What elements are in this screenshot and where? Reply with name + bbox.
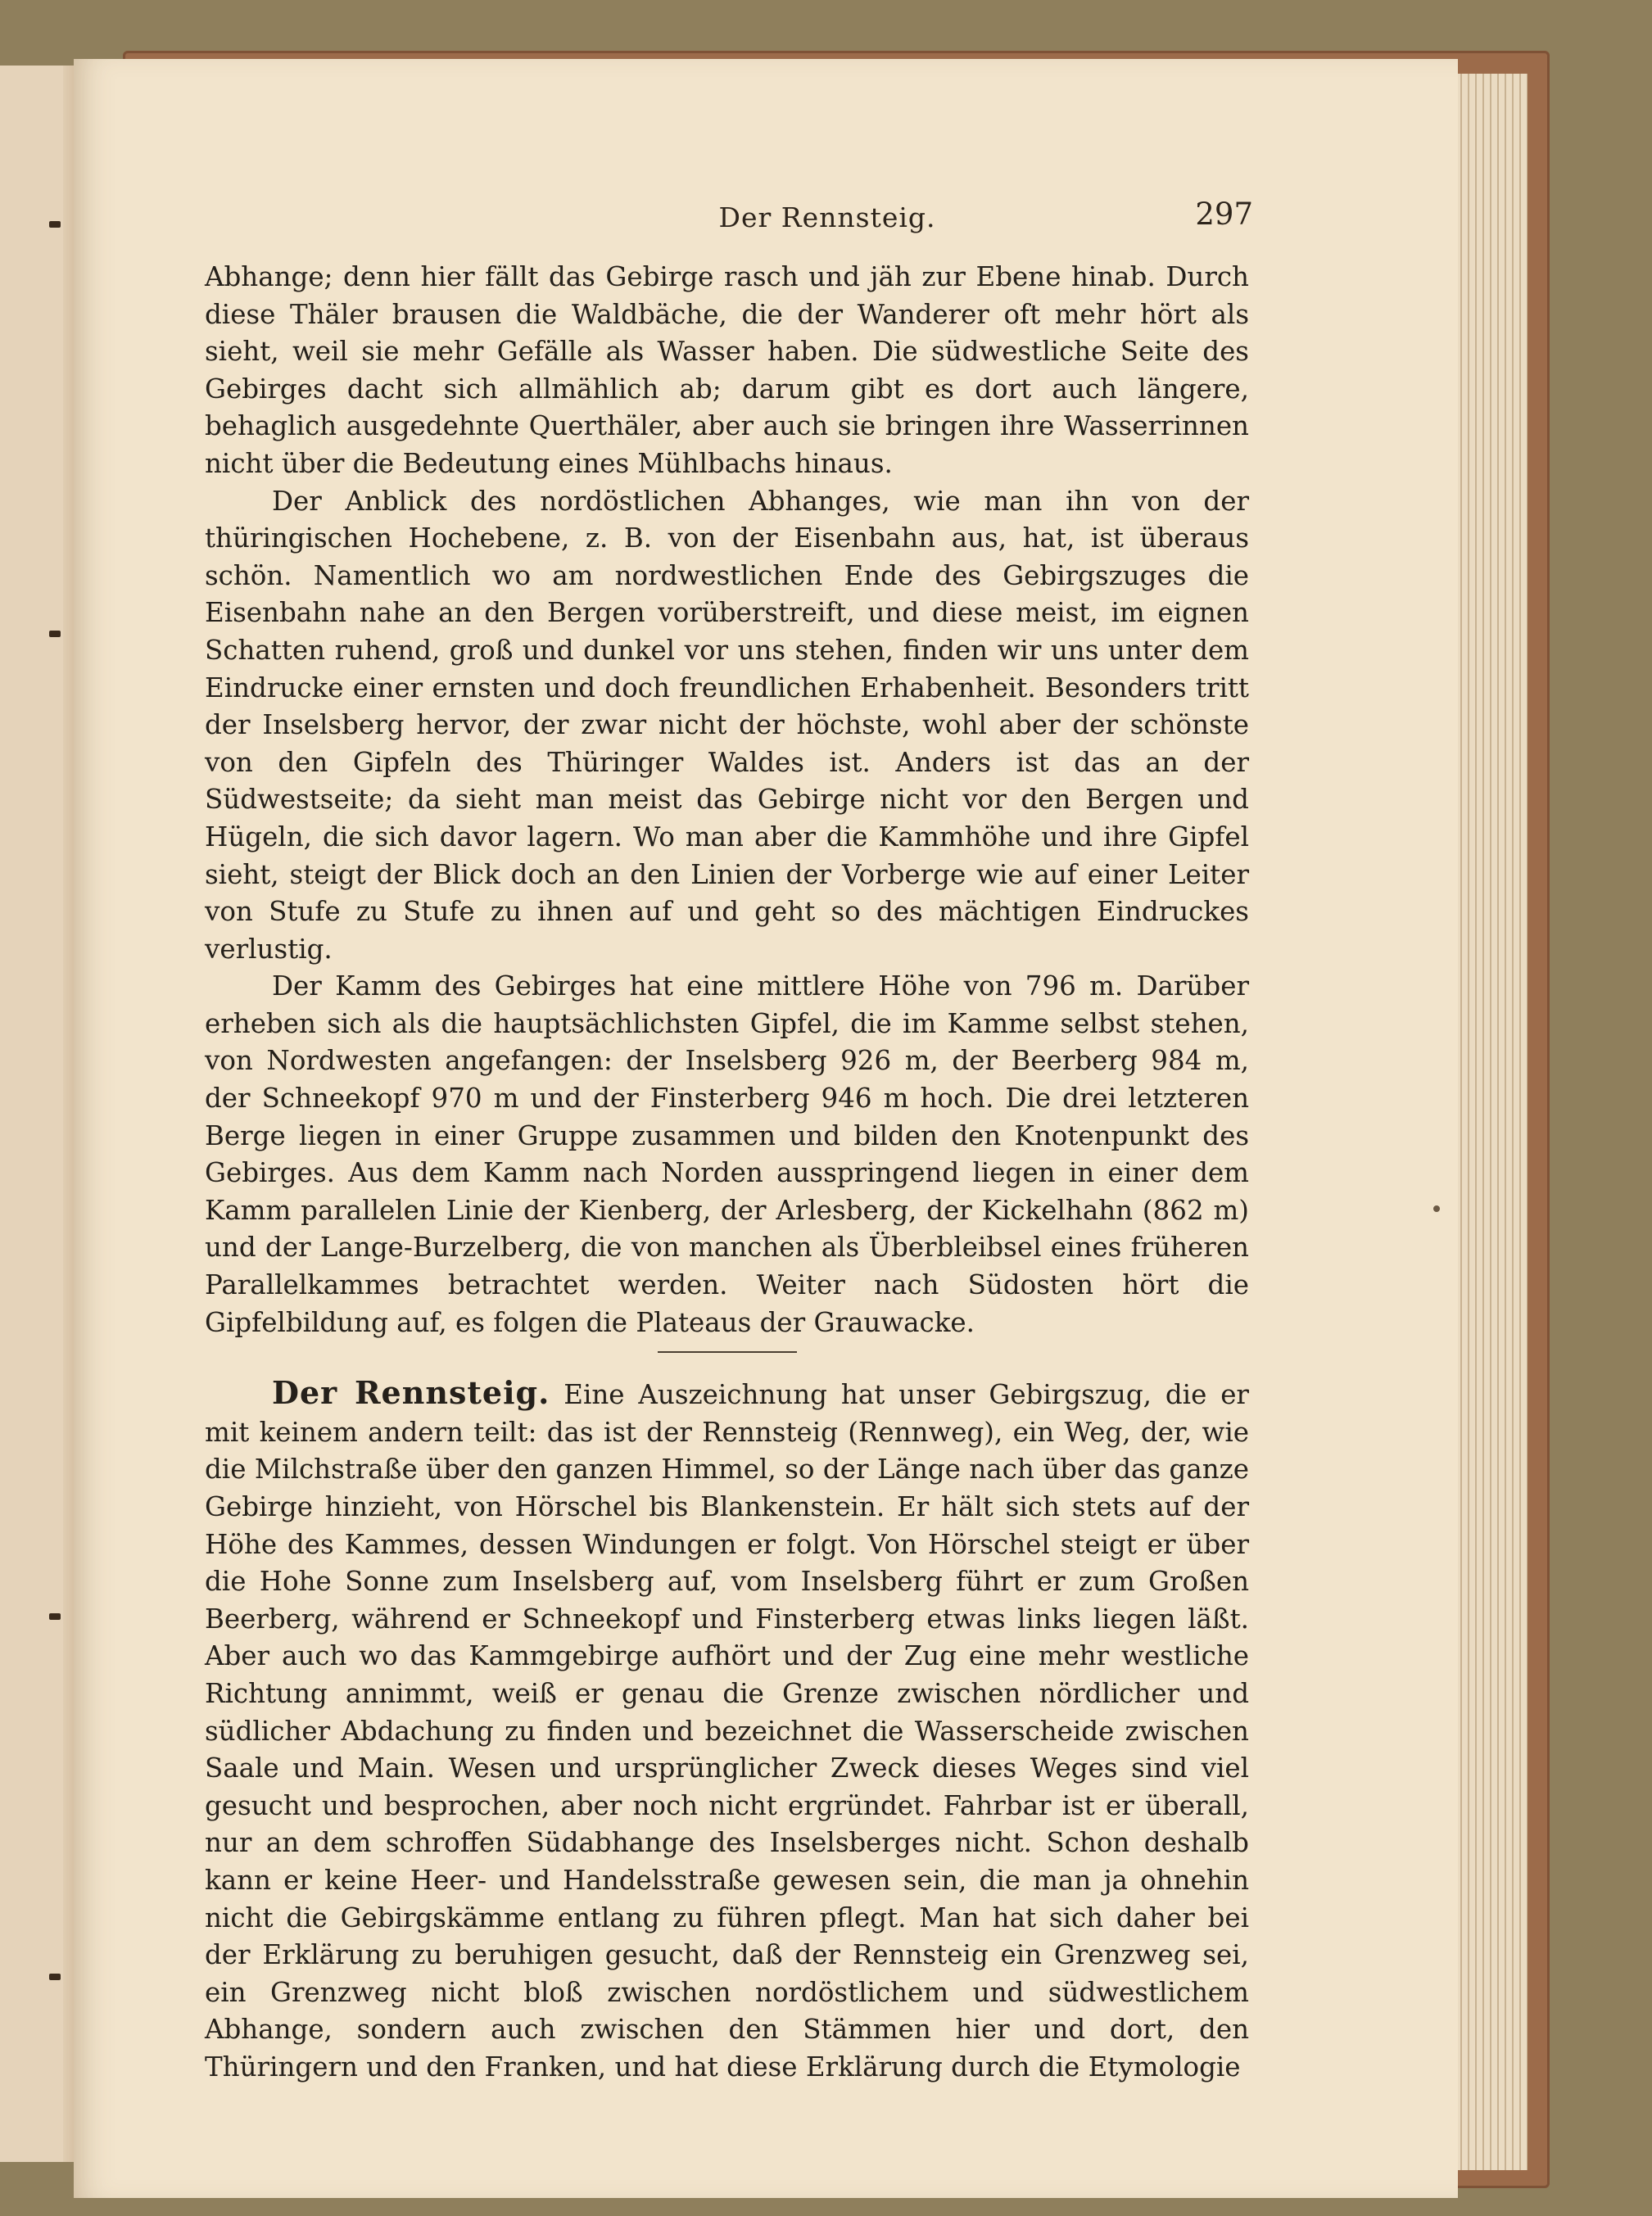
ink-spot <box>1433 1205 1440 1212</box>
paragraph: Der Kamm des Gebirges hat eine mittlere Höhe von 796 m. Darüber erheben sich als die hauptsächlichsten Gipfel, die im Kamme selbst stehen, von Nordwesten angefangen: der Inselsberg 926 m, der Beerberg 984 m, der Schneekopf 970 m und der Finsterberg 946 m hoch. Die drei letzteren Berge liegen in einer Gruppe zusammen und bilden den Knotenpunkt des Gebirges. Aus dem Kamm nach Norden ausspringend liegen in einer dem Kamm parallelen Linie der Kienberg, der Arlesberg, der Kickelhahn (862 m) und der Lange-Burzelberg, die von manchen als Überbleibsel eines früheren Parallelkammes betrachtet werden. Weiter nach Südosten hört die Gipfelbildung auf, es folgen die Plateaus der Grauwacke. <box>205 970 1249 1338</box>
page-number: 297 <box>1195 197 1253 232</box>
section-heading: Der Rennsteig. <box>272 1374 550 1412</box>
binding-mark <box>49 1974 61 1980</box>
section-text: Eine Auszeichnung hat unser Gebirgszug, die er mit keinem andern teilt: das ist der Rennsteig (Rennweg), ein Weg, der, wie die Milchstraße über den ganzen Himmel, so der Länge nach über das ganze Gebirge hinzieht, von Hörschel bis Blankenstein. Er hält sich stets auf der Höhe des Kammes, dessen Windungen er folgt. Von Hörschel steigt er über die Hohe Sonne zum Inselsberg auf, vom Inselsberg führt er zum Großen Beerberg, während er Schneekopf und Finsterberg etwas links liegen läßt. Aber auch wo das Kammgebirge aufhört und der Zug eine mehr westliche Richtung annimmt, weiß er genau die Grenze zwischen nördlicher und südlicher Abdachung zu finden und bezeichnet die Wasserscheide zwischen Saale und Main. Wesen und ursprünglicher Zweck dieses Weges sind viel gesucht und besprochen, aber noch nicht ergründet. Fahrbar ist er überall, nur an dem schroffen Südabhange des Inselsberges nicht. Schon deshalb kann er keine Heer- und Handelsstraße gewesen sein, die man ja ohnehin nicht die Gebirgskämme entlang zu führen pflegt. Man hat sich daher bei der Erklärung zu beruhigen gesucht, daß der Rennsteig ein Grenzweg sei, ein Grenzweg nicht bloß zwischen nordöstlichem und südwestlichem Abhange, sondern auch zwischen den Stämmen hier und dort, den Thüringern und den Franken, und hat diese Erklärung durch die Etymologie <box>205 1379 1249 2083</box>
section-paragraph <box>205 1374 1249 2086</box>
paragraph: Der Anblick des nordöstlichen Abhanges, wie man ihn von der thüringischen Hochebene, z. B. von der Eisenbahn aus, hat, ist überaus schön. Namentlich wo am nordwestlichen Ende des Gebirgszuges die Eisenbahn nahe an den Bergen vorüberstreift, und diese meist, im eignen Schatten ruhend, groß und dunkel vor uns stehen, finden wir uns unter dem Eindrucke einer ernsten und doch freundlichen Erhabenheit. Besonders tritt der Inselsberg hervor, der zwar nicht der höchste, wohl aber der schönste von den Gipfeln des Thüringer Waldes ist. Anders ist das an der Südwestseite; da sieht man meist das Gebirge nicht vor den Bergen und Hügeln, die sich davor lagern. Wo man aber die Kammhöhe und ihre Gipfel sieht, steigt der Blick doch an den Linien der Vorberge wie auf einer Leiter von Stufe zu Stufe zu ihnen auf und geht so des mächtigen Eindruckes verlustig. <box>205 485 1249 965</box>
section-divider <box>658 1351 797 1353</box>
paragraph: Abhange; denn hier fällt das Gebirge rasch und jäh zur Ebene hinab. Durch diese Thäler brausen die Waldbäche, die der Wanderer oft mehr hört als sieht, weil sie mehr Gefälle als Wasser haben. Die südwestliche Seite des Gebirges dacht sich allmählich ab; darum gibt es dort auch längere, behaglich ausgedehnte Querthäler, aber auch sie bringen ihre Wasserrinnen nicht über die Bedeutung eines Mühlbachs hinaus. <box>205 261 1249 479</box>
binding-mark <box>49 631 61 637</box>
page-header <box>0 197 1652 247</box>
running-title: Der Rennsteig. <box>718 201 936 233</box>
body-text <box>205 259 1249 2087</box>
binding-mark <box>49 1613 61 1620</box>
